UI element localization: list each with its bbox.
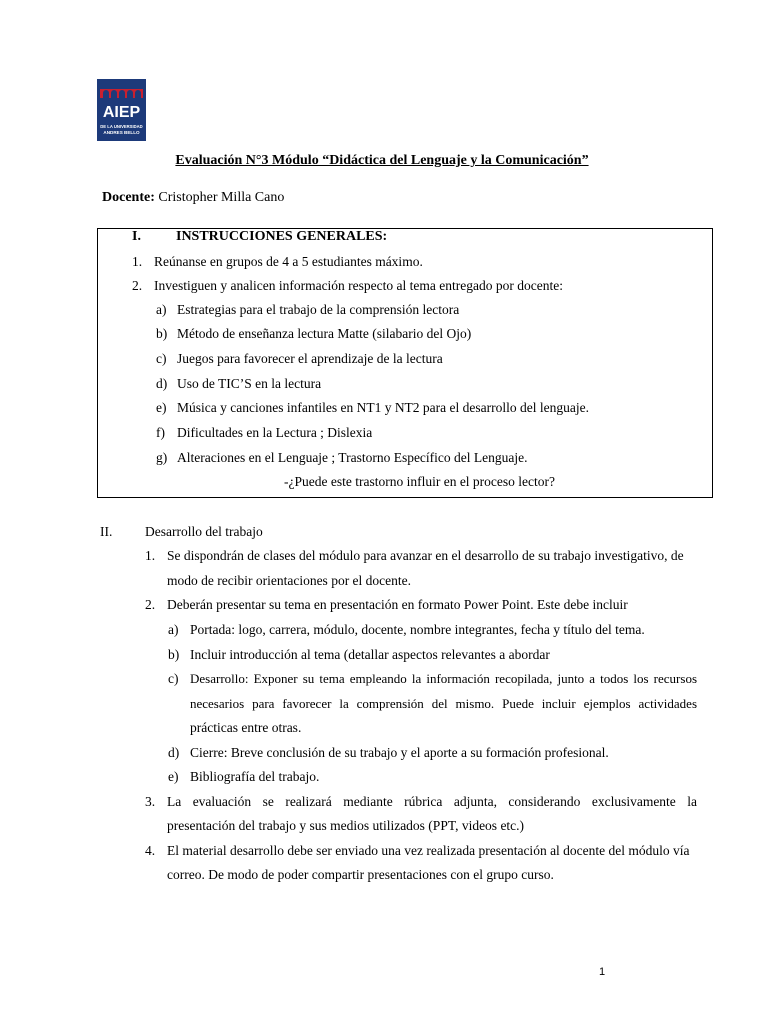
section2-item-text: correo. De modo de poder compartir presentaciones con el grupo curso. xyxy=(167,867,554,882)
aiep-logo xyxy=(97,79,146,141)
section2-subitem-text: Portada: logo, carrera, módulo, docente, nombre integrantes, fecha y título del tema. xyxy=(190,622,645,637)
section2-item-num: 4. xyxy=(145,843,156,858)
section2-item-text: Se dispondrán de clases del módulo para avanzar en el desarrollo de su trabajo investigativo, de xyxy=(167,548,684,563)
section1-subitem-letter: a) xyxy=(156,302,167,317)
section2-subitem-text: Cierre: Breve conclusión de su trabajo y el aporte a su formación profesional. xyxy=(190,745,609,760)
section1-subitem-letter: b) xyxy=(156,326,168,341)
document-title-text: Evaluación N°3 Módulo “Didáctica del Lenguaje y la Comunicación” xyxy=(175,153,589,168)
section1-subitem-text: Alteraciones en el Lenguaje ; Trastorno Específico del Lenguaje. xyxy=(177,450,528,465)
section1-item-text: Reúnanse en grupos de 4 a 5 estudiantes máximo. xyxy=(154,254,423,269)
section2-item-text: presentación del trabajo y sus medios utilizados (PPT, videos etc.) xyxy=(167,818,525,833)
section2-subitem-text: prácticas entre otras. xyxy=(190,720,302,735)
section1-subitem-letter: c) xyxy=(156,351,167,366)
section2-item-line: La evaluación se realizará mediante rúbrica adjunta, considerando exclusivamente la xyxy=(167,794,697,809)
section1-subitem-text: Estrategias para el trabajo de la comprensión lectora xyxy=(177,302,460,317)
section1-subitem-text: Método de enseñanza lectura Matte (silabario del Ojo) xyxy=(177,326,472,341)
docente-line xyxy=(102,190,284,206)
section2-subitem-line: necesarios para favorecer la comprensión del mismo. Puede incluir ejemplos actividades xyxy=(190,696,697,711)
section1-item-text: Investiguen y analicen información respecto al tema entregado por docente: xyxy=(154,278,563,293)
section1-subitem-text: Uso de TIC’S en la lectura xyxy=(177,376,322,391)
section1-subitem-letter: f) xyxy=(156,425,165,440)
section1-heading: INSTRUCCIONES GENERALES: xyxy=(176,229,388,244)
section2-subitem-letter: a) xyxy=(168,622,179,637)
docente-name: Cristopher Milla Cano xyxy=(154,190,285,205)
section2-item-text: Deberán presentar su tema en presentación en formato Power Point. Este debe incluir xyxy=(167,597,628,612)
section1-subitem-text: Dificultades en la Lectura ; Dislexia xyxy=(177,425,373,440)
logo-subtext-1: DE LA UNIVERSIDAD xyxy=(100,124,143,129)
section1-subitem-letter: g) xyxy=(156,450,168,465)
section2-subitem-letter: d) xyxy=(168,745,180,760)
section1-subitem-text: Juegos para favorecer el aprendizaje de la lectura xyxy=(177,351,443,366)
page-number: 1 xyxy=(599,966,606,978)
logo-text: AIEP xyxy=(102,104,141,121)
section2-subitem-text xyxy=(190,671,697,687)
section2-heading: Desarrollo del trabajo xyxy=(145,524,263,539)
section2-subitem-text xyxy=(190,696,697,712)
document-title xyxy=(0,153,768,169)
section2-subitem-letter: e) xyxy=(168,769,179,784)
aiep-logo-graphic xyxy=(97,79,146,141)
section2-subitem-letter: c) xyxy=(168,671,179,686)
section2-item-text: El material desarrollo debe ser enviado una vez realizada presentación al docente del módulo vía xyxy=(167,843,690,858)
section1-item-num: 1. xyxy=(132,254,143,269)
section2-item-num: 1. xyxy=(145,548,156,563)
section1-question: -¿Puede este trastorno influir en el proceso lector? xyxy=(284,474,556,489)
section1-subitem-letter: d) xyxy=(156,376,168,391)
section2-item-text: modo de recibir orientaciones por el docente. xyxy=(167,573,412,588)
section1-subitem-letter: e) xyxy=(156,400,167,415)
section2-item-text xyxy=(167,794,697,810)
section2-item-num: 2. xyxy=(145,597,156,612)
section2-subitem-letter: b) xyxy=(168,647,180,662)
section1-item-num: 2. xyxy=(132,278,143,293)
logo-subtext-2: ANDRES BELLO xyxy=(103,130,140,135)
section2-subitem-text: Bibliografía del trabajo. xyxy=(190,769,320,784)
section2-subitem-line: Desarrollo: Exponer su tema empleando la información recopilada, junto a todos los recursos xyxy=(190,671,697,686)
section2-numeral: II. xyxy=(100,524,113,539)
section2-subitem-text: Incluir introducción al tema (detallar aspectos relevantes a abordar xyxy=(190,647,550,662)
section1-subitem-text: Música y canciones infantiles en NT1 y NT2 para el desarrollo del lenguaje. xyxy=(177,400,589,415)
docente-label: Docente: xyxy=(102,190,155,205)
section2-item-num: 3. xyxy=(145,794,156,809)
section1-numeral: I. xyxy=(132,229,141,244)
